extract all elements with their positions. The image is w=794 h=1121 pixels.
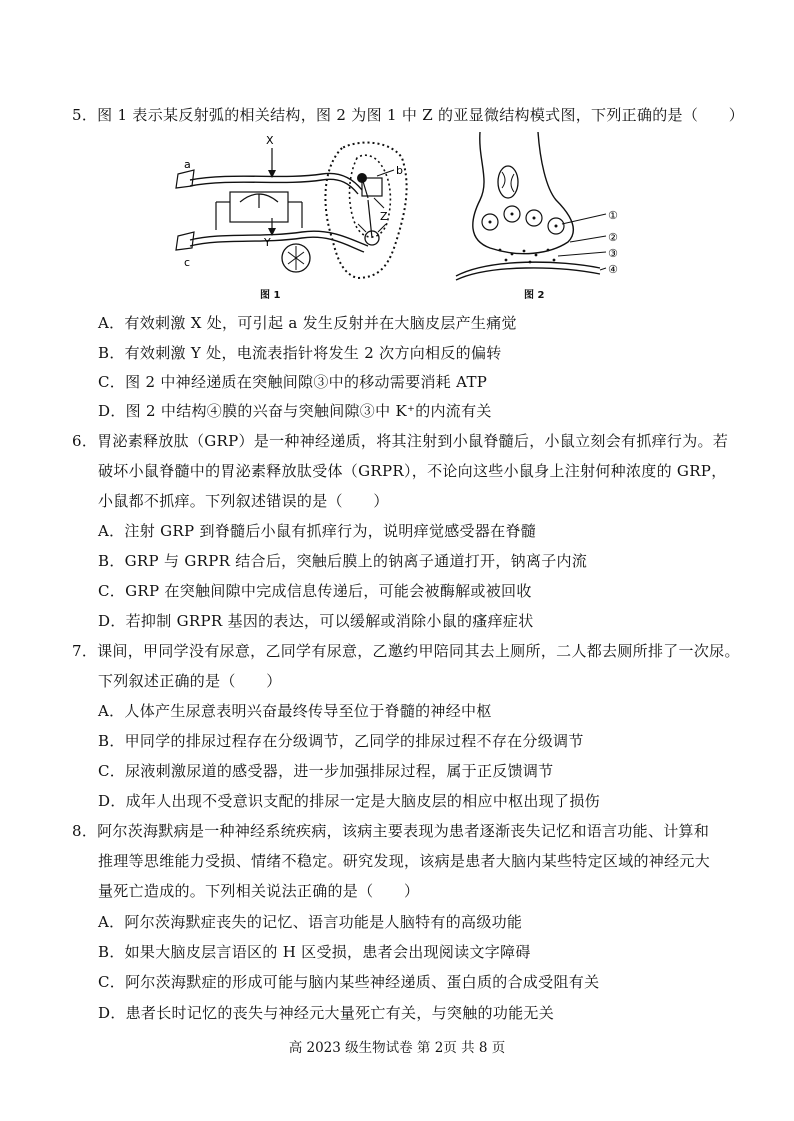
- fig1-label-a: a: [184, 158, 191, 171]
- q6-option-a: A．注射 GRP 到脊髓后小鼠有抓痒行为，说明痒觉感受器在脊髓: [98, 522, 537, 540]
- q8-stem-line-2: 推理等思维能力受损、情绪不稳定。研究发现，该病是患者大脑内某些特定区域的神经元大: [98, 852, 711, 870]
- q7-stem-line-2: 下列叙述正确的是（ ）: [98, 672, 282, 690]
- q7-stem-line-1: 7．课间，甲同学没有尿意，乙同学有尿意，乙邀约甲陪同其去上厕所，二人都去厕所排了一次尿。: [72, 642, 740, 660]
- q5-option-b: B．有效刺激 Y 处，电流表指针将发生 2 次方向相反的偏转: [98, 344, 502, 362]
- q8-option-a: A．阿尔茨海默症丧失的记忆、语言功能是人脑特有的高级功能: [98, 913, 523, 931]
- q8-option-c: C．阿尔茨海默症的形成可能与脑内某些神经递质、蛋白质的合成受阻有关: [98, 973, 600, 991]
- figure-1-reflex-arc: [172, 128, 422, 300]
- fig1-caption: 图 1: [260, 290, 281, 301]
- q6-stem-line-3: 小鼠都不抓痒。下列叙述错误的是（ ）: [98, 492, 389, 510]
- fig1-label-b: b: [396, 164, 403, 177]
- page-footer: 高 2023 级生物试卷 第 2页 共 8 页: [288, 1040, 506, 1056]
- fig2-label-2: ②: [608, 231, 618, 244]
- q7-option-a: A．人体产生尿意表明兴奋最终传导至位于脊髓的神经中枢: [98, 702, 492, 720]
- q8-stem-line-3: 量死亡造成的。下列相关说法正确的是（ ）: [98, 882, 420, 900]
- q6-stem-line-1: 6．胃泌素释放肽（GRP）是一种神经递质，将其注射到小鼠脊髓后，小鼠立刻会有抓痒行为。若: [72, 432, 729, 450]
- q6-option-b: B．GRP 与 GRPR 结合后，突触后膜上的钠离子通道打开，钠离子内流: [98, 552, 588, 570]
- fig1-label-c: c: [184, 256, 191, 269]
- q5-option-c: C．图 2 中神经递质在突触间隙③中的移动需要消耗 ATP: [98, 373, 488, 391]
- fig1-label-z: Z: [380, 210, 388, 223]
- fig2-label-3: ③: [608, 247, 618, 260]
- q7-option-d: D．成年人出现不受意识支配的排尿一定是大脑皮层的相应中枢出现了损伤: [98, 792, 600, 810]
- q6-option-d: D．若抑制 GRPR 基因的表达，可以缓解或消除小鼠的瘙痒症状: [98, 612, 534, 630]
- q6-stem-line-2: 破坏小鼠脊髓中的胃泌素释放肽受体（GRPR），不论向这些小鼠身上注射何种浓度的 GRP，: [98, 462, 727, 480]
- figure-2-synapse: [450, 130, 636, 286]
- q8-option-b: B．如果大脑皮层言语区的 H 区受损，患者会出现阅读文字障碍: [98, 943, 531, 961]
- q8-stem-line-1: 8．阿尔茨海默病是一种神经系统疾病，该病主要表现为患者逐渐丧失记忆和语言功能、计算和: [72, 822, 710, 840]
- q8-option-d: D．患者长时记忆的丧失与神经元大量死亡有关，与突触的功能无关: [98, 1004, 555, 1022]
- q7-option-b: B．甲同学的排尿过程存在分级调节，乙同学的排尿过程不存在分级调节: [98, 732, 584, 750]
- q7-option-c: C．尿液刺激尿道的感受器，进一步加强排尿过程，属于正反馈调节: [98, 762, 554, 780]
- fig2-label-1: ①: [608, 209, 618, 222]
- q6-option-c: C．GRP 在突触间隙中完成信息传递后，可能会被酶解或被回收: [98, 582, 532, 600]
- fig2-caption: 图 2: [524, 290, 545, 301]
- fig2-label-4: ④: [608, 263, 618, 276]
- fig1-label-x: X: [266, 134, 274, 147]
- q5-stem: 5．图 1 表示某反射弧的相关结构，图 2 为图 1 中 Z 的亚显微结构模式图，下列正确的是（ ）: [72, 106, 745, 124]
- q5-option-d: D．图 2 中结构④膜的兴奋与突触间隙③中 K⁺的内流有关: [98, 402, 492, 420]
- q5-option-a: A．有效刺激 X 处，可引起 a 发生反射并在大脑皮层产生痛觉: [98, 314, 517, 332]
- fig1-label-y: Y: [264, 236, 271, 249]
